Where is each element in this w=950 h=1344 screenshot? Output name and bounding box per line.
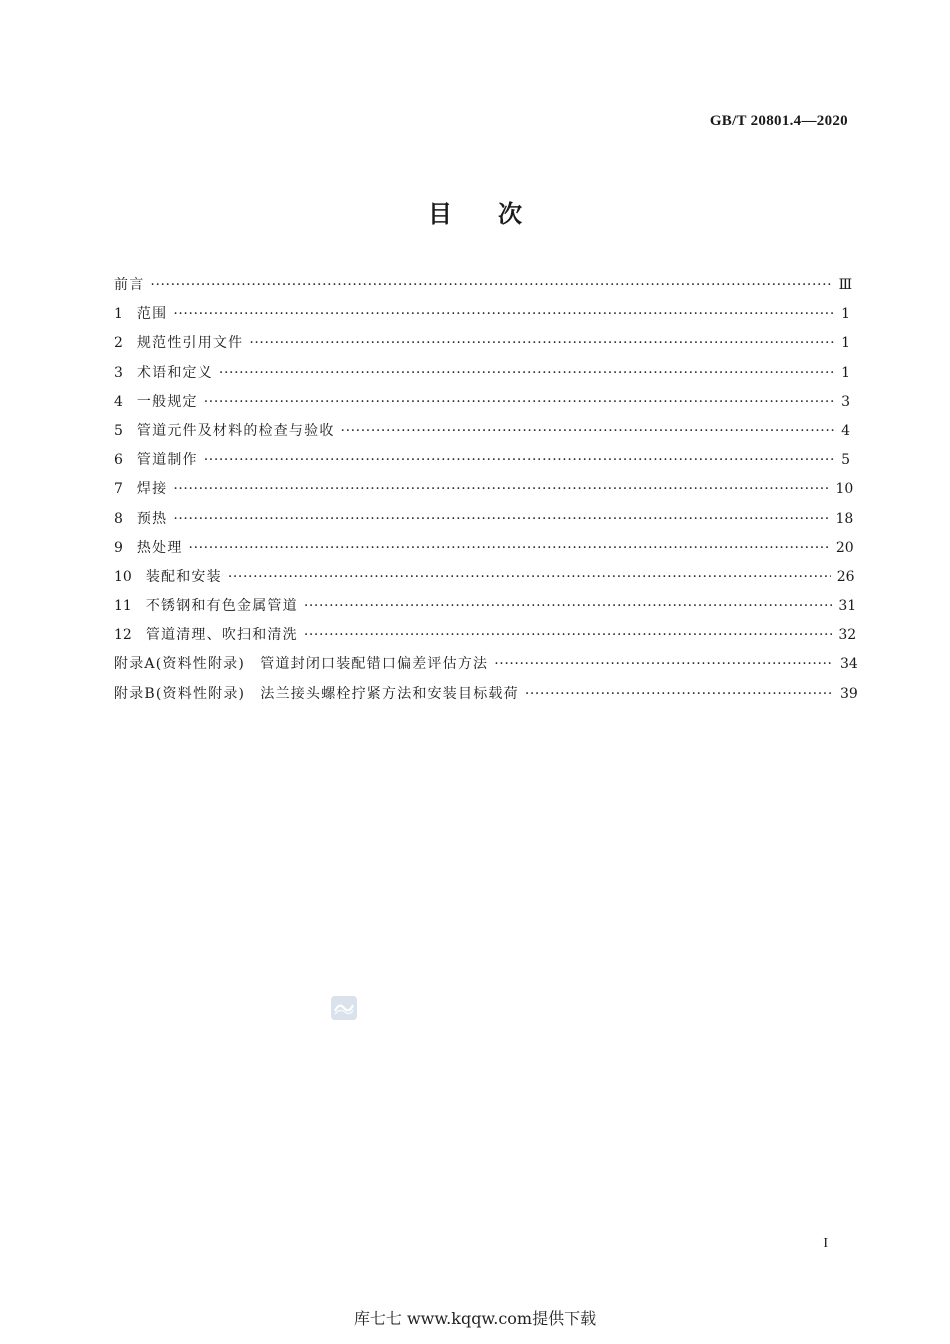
- toc-entry-page: 4: [841, 422, 850, 439]
- toc-entry-number: 8: [114, 510, 123, 527]
- toc-entry-label: 一般规定: [136, 393, 198, 410]
- toc-leader-dots: [525, 680, 834, 709]
- toc-entry-label: 附录A(资料性附录) 管道封闭口装配错口偏差评估方法: [114, 656, 489, 673]
- toc-entry-number: 4: [114, 393, 123, 410]
- toc-entry-label: 管道制作: [136, 452, 198, 469]
- toc-title: 目次: [428, 200, 568, 228]
- toc-leader-dots: [204, 446, 834, 475]
- toc-leader-dots: [204, 388, 834, 417]
- toc-entry-page: 39: [840, 685, 858, 702]
- toc-leader-dots: [173, 475, 829, 504]
- toc-entry-number: 10: [114, 568, 132, 585]
- toc-entry-number: 9: [114, 539, 123, 556]
- toc-entry-label: 焊接: [136, 481, 168, 498]
- toc-entry-page: 3: [841, 393, 850, 410]
- toc-entry-page: 26: [836, 568, 855, 585]
- toc-leader-dots: [341, 417, 834, 446]
- toc-leader-dots: [249, 329, 834, 358]
- toc-entry-appendix-b[interactable]: [114, 680, 858, 709]
- toc-entry-page: 1: [841, 364, 850, 381]
- toc-entry-page: 1: [841, 306, 850, 323]
- toc-entry[interactable]: [114, 300, 850, 329]
- toc-leader-dots: [150, 271, 832, 300]
- toc-leader-dots: [304, 592, 833, 621]
- toc-entry-number: 1: [114, 306, 123, 323]
- toc-entry-label: 管道清理、吹扫和清洗: [145, 627, 298, 644]
- toc-leader-dots: [494, 650, 834, 679]
- page-number: I: [823, 1236, 828, 1251]
- toc-entry-appendix-a[interactable]: [114, 650, 858, 679]
- toc-entry[interactable]: [114, 446, 850, 475]
- toc-entry-page: 31: [838, 598, 857, 615]
- toc-entry[interactable]: [114, 475, 854, 504]
- toc-entry[interactable]: [114, 621, 857, 650]
- toc-entry-label: 管道元件及材料的检查与验收: [136, 422, 335, 439]
- toc-entry-label: 规范性引用文件: [136, 335, 244, 352]
- toc-leader-dots: [189, 534, 830, 563]
- toc-entry-label: 前言: [114, 277, 145, 293]
- toc-entry-page: 5: [841, 452, 850, 469]
- toc-entry-number: 2: [114, 335, 123, 352]
- toc-entry-page: 18: [835, 510, 854, 527]
- toc-entry-label: 范围: [136, 306, 168, 323]
- toc-entry-label: 术语和定义: [136, 364, 213, 381]
- toc-entry-page: 34: [840, 656, 858, 673]
- watermark-logo-icon: [331, 996, 357, 1020]
- toc-entry[interactable]: [114, 592, 857, 621]
- footer-credit: 库七七 www.kqqw.com提供下载: [353, 1309, 597, 1328]
- toc-entry-number: 12: [114, 627, 132, 644]
- standard-number: GB/T 20801.4—2020: [709, 113, 848, 129]
- toc-entry-label: 不锈钢和有色金属管道: [145, 598, 298, 615]
- toc-entry-page: 32: [838, 627, 857, 644]
- toc-entry-page: 10: [835, 481, 854, 498]
- toc-leader-dots: [304, 621, 833, 650]
- toc-entry-label: 附录B(资料性附录) 法兰接头螺栓拧紧方法和安装目标载荷: [114, 685, 519, 702]
- toc-entry-number: 5: [114, 422, 123, 439]
- toc-entry-label: 热处理: [136, 539, 183, 556]
- toc-leader-dots: [228, 563, 831, 592]
- toc-leader-dots: [219, 359, 834, 388]
- toc-entry-number: 6: [114, 452, 123, 469]
- toc-entry[interactable]: [114, 563, 855, 592]
- toc-entry-page: 1: [841, 335, 850, 352]
- toc-leader-dots: [173, 505, 829, 534]
- toc-entry-number: 11: [114, 598, 132, 615]
- toc-entry[interactable]: [114, 271, 853, 300]
- table-of-contents: [114, 271, 858, 709]
- toc-entry-label: 预热: [136, 510, 168, 527]
- toc-entry[interactable]: [114, 417, 850, 446]
- toc-entry-number: 7: [114, 481, 123, 498]
- toc-entry[interactable]: [114, 329, 850, 358]
- toc-entry[interactable]: [114, 388, 850, 417]
- toc-entry[interactable]: [114, 534, 854, 563]
- toc-entry-page: Ⅲ: [838, 277, 853, 293]
- toc-entry[interactable]: [114, 359, 850, 388]
- toc-leader-dots: [173, 300, 834, 329]
- toc-entry[interactable]: [114, 505, 854, 534]
- toc-entry-number: 3: [114, 364, 123, 381]
- toc-entry-page: 20: [835, 539, 854, 556]
- toc-entry-label: 装配和安装: [145, 568, 222, 585]
